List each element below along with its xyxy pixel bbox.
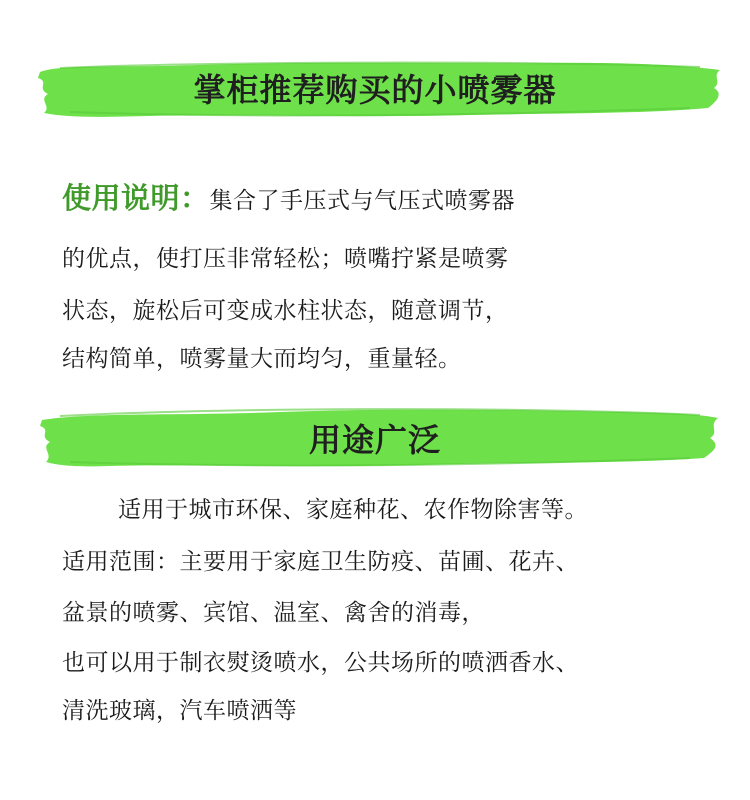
instructions-line-1 xyxy=(62,183,515,216)
section-banner-recommend xyxy=(0,58,750,122)
instructions-line-3: 状态，旋松后可变成水柱状态，随意调节， xyxy=(62,298,509,324)
uses-line-4: 也可以用于制衣熨烫喷水，公共场所的喷洒香水、 xyxy=(62,650,579,676)
uses-line-2: 适用范围：主要用于家庭卫生防疫、苗圃、花卉、 xyxy=(62,549,579,575)
uses-line-3: 盆景的喷雾、宾馆、温室、禽舍的消毒， xyxy=(62,600,485,626)
banner-title: 用途广泛 xyxy=(308,421,441,459)
instructions-label: 使用说明： xyxy=(62,181,210,215)
section-banner-uses xyxy=(0,402,750,472)
instructions-line-2: 的优点，使打压非常轻松；喷嘴拧紧是喷雾 xyxy=(62,246,509,272)
banner-title: 掌柜推荐购买的小喷雾器 xyxy=(193,71,557,109)
uses-line-5: 清洗玻璃，汽车喷洒等 xyxy=(62,698,297,724)
uses-line-1: 适用于城市环保、家庭种花、农作物除害等。 xyxy=(118,497,588,523)
instructions-line-4: 结构简单，喷雾量大而均匀，重量轻。 xyxy=(62,346,462,372)
instructions-text: 集合了手压式与气压式喷雾器 xyxy=(209,188,516,214)
